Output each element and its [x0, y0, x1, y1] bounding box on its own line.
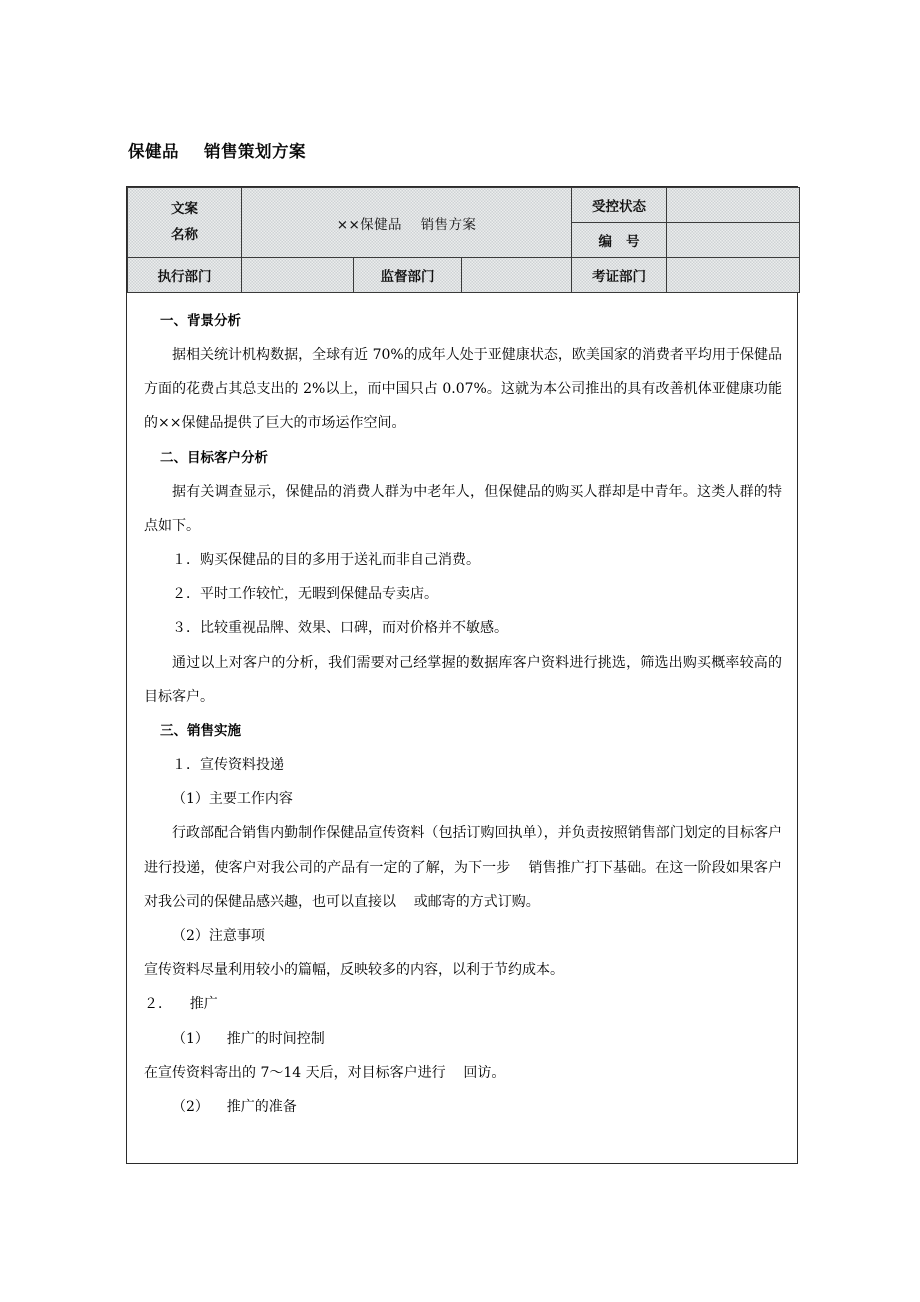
list-item: ２．平时工作较忙，无暇到保健品专卖店。 — [172, 586, 438, 603]
list-item-main-work-content: （1）主要工作内容 — [172, 791, 293, 808]
section-paragraph-target-customer-analysis: 据有关调查显示，保健品的消费人群为中老年人，但保健品的购买人群却是中青年。这类人群的特点如下。 — [144, 483, 782, 534]
value-doc-name[interactable]: ××保健品 销售方案 — [242, 188, 572, 258]
table-row — [128, 188, 800, 223]
section-paragraph-promotion-timing: 在宣传资料寄出的 7～14 天后，对目标客户进行 回访。 — [144, 1064, 506, 1081]
section-heading-background-analysis: 一、背景分析 — [160, 313, 241, 329]
document-body — [127, 290, 799, 1163]
label-doc-name-line1: 文案 — [171, 200, 198, 217]
label-exec-dept: 执行部门 — [128, 258, 242, 293]
label-control-status: 受控状态 — [572, 188, 667, 223]
list-item-precautions: （2）注意事项 — [172, 928, 265, 945]
section-heading-sales-implementation: 三、销售实施 — [160, 723, 241, 740]
label-doc-name-line2: 名称 — [171, 226, 198, 243]
table-row — [128, 258, 800, 293]
list-item-promotion-preparation: （2） 推广的准备 — [172, 1099, 297, 1116]
label-number: 编 号 — [572, 223, 667, 258]
value-control-status[interactable] — [667, 188, 800, 223]
section-paragraph-main-work-content: 行政部配合销售内勤制作保健品宣传资料（包括订购回执单），并负责按照销售部门划定的目标客户进行投递，使客户对我公司的产品有一定的了解，为下一步 销售推广打下基础。在这一阶段如果客户对我公司的保健品感兴趣，也可以直接以 或邮寄的方式订购。 — [144, 825, 782, 910]
label-supervise-dept: 监督部门 — [354, 258, 462, 293]
label-doc-name — [128, 188, 242, 258]
list-item: ３．比较重视品牌、效果、口碑，而对价格并不敏感。 — [172, 620, 508, 637]
value-exec-dept[interactable] — [242, 258, 354, 293]
section-paragraph-precautions: 宣传资料尽量利用较小的篇幅，反映较多的内容，以利于节约成本。 — [144, 962, 564, 979]
section-heading-target-customer-analysis: 二、目标客户分析 — [160, 449, 268, 466]
value-supervise-dept[interactable] — [462, 258, 572, 293]
section-paragraph-background-analysis: 据相关统计机构数据，全球有近 70%的成年人处于亚健康状态，欧美国家的消费者平均用于保健品方面的花费占其总支出的 2%以上，而中国只占 0.07%。这就为本公司推出的具有改善机体亚健康功能的××保健品提供了巨大的市场运作空间。 — [144, 347, 782, 432]
header-info-table — [127, 187, 800, 293]
list-item-promo-material-delivery: １．宣传资料投递 — [172, 757, 284, 774]
value-number[interactable] — [667, 223, 800, 258]
document-frame — [126, 186, 798, 1164]
value-verify-dept[interactable] — [667, 258, 800, 293]
label-verify-dept: 考证部门 — [572, 258, 667, 293]
list-item-promotion: ２． 推广 — [144, 996, 218, 1013]
list-item: １．购买保健品的目的多用于送礼而非自己消费。 — [172, 552, 480, 569]
list-item-promotion-timing: （1） 推广的时间控制 — [172, 1030, 325, 1047]
page-title: 保健品 销售策划方案 — [128, 142, 306, 161]
section-paragraph-customer-screening: 通过以上对客户的分析，我们需要对己经掌握的数据库客户资料进行挑选，筛选出购买概率较高的目标客户。 — [144, 654, 782, 705]
